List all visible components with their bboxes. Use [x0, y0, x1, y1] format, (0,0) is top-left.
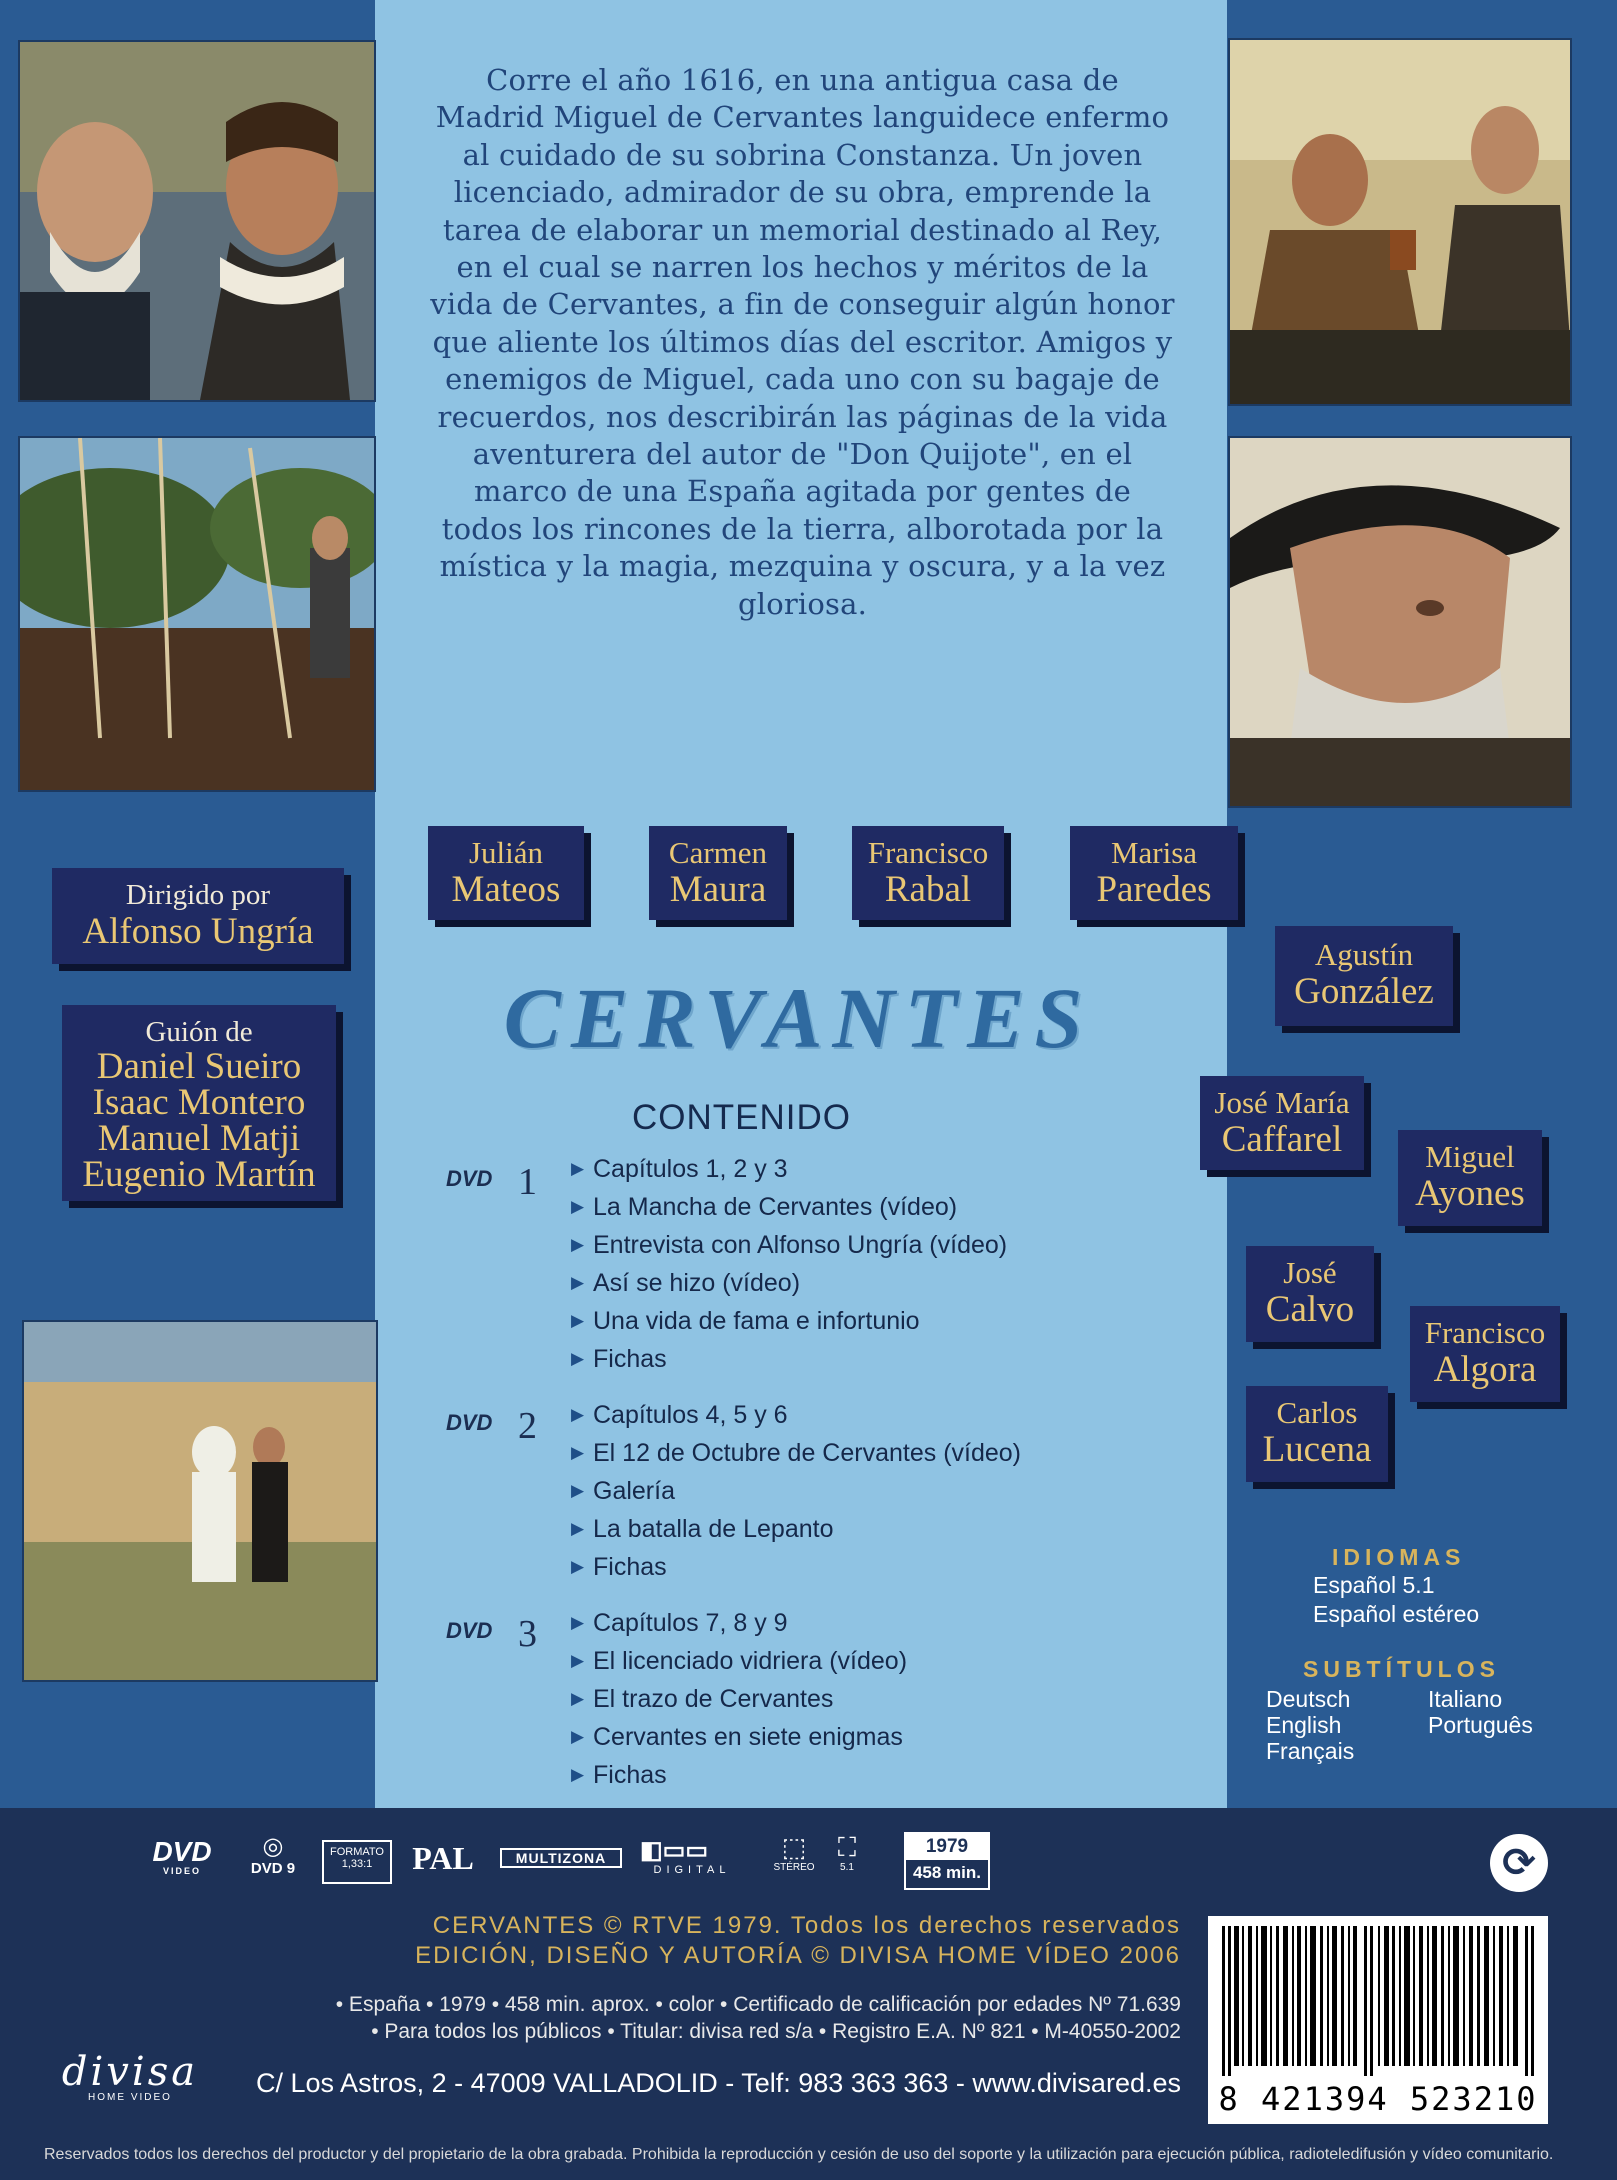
- pal-badge: PAL: [412, 1840, 474, 1876]
- dvd-3-contents: [571, 1604, 907, 1794]
- cast-last-name: Maura: [669, 869, 767, 910]
- director-plate: [52, 868, 344, 964]
- script-writer: Manuel Matji: [97, 1118, 301, 1159]
- divisa-logo: divisa HOME VIDEO: [61, 2049, 199, 2103]
- dvd-2-label: [446, 1404, 556, 1448]
- list-item: ▶ Fichas: [571, 1756, 907, 1794]
- subtitle-item: English: [1266, 1712, 1342, 1738]
- cast-last-name: González: [1294, 971, 1434, 1012]
- triangle-bullet-icon: ▶: [571, 1727, 585, 1746]
- barcode: [1208, 1916, 1548, 2124]
- cast-first-name: José: [1283, 1255, 1337, 1290]
- dvd-logo: DVD: [446, 1618, 493, 1643]
- year-text: 1979: [906, 1834, 988, 1860]
- cast-last-name: Lucena: [1262, 1429, 1372, 1470]
- script-writer: Eugenio Martín: [82, 1154, 316, 1195]
- dvd-number: 2: [518, 1405, 537, 1447]
- list-item: ▶ Fichas: [571, 1340, 1007, 1378]
- cast-first-name: Agustín: [1314, 937, 1414, 972]
- still-cervantes-and-companion: [18, 40, 376, 402]
- cast-last-name: Algora: [1433, 1349, 1537, 1390]
- languages-heading: IDIOMAS: [1332, 1544, 1466, 1570]
- format-badge: FORMATO 1,33:1: [322, 1840, 392, 1884]
- list-item: ▶ El trazo de Cervantes: [571, 1680, 907, 1718]
- copyright-line: EDICIÓN, DISEÑO Y AUTORÍA © DIVISA HOME VÍDEO 2006: [415, 1942, 1181, 1969]
- list-item: ▶ El 12 de Octubre de Cervantes (vídeo): [571, 1434, 1021, 1472]
- cast-plate: [1410, 1306, 1560, 1402]
- dolby-digital-badge: ◧▭▭ DIGITAL: [640, 1838, 744, 1876]
- list-item: ▶ La batalla de Lepanto: [571, 1510, 1021, 1548]
- cast-first-name: Carlos: [1276, 1395, 1358, 1430]
- triangle-bullet-icon: ▶: [571, 1443, 585, 1462]
- cast-plate: [1200, 1076, 1364, 1170]
- triangle-bullet-icon: ▶: [571, 1689, 585, 1708]
- cast-first-name: Francisco: [1424, 1315, 1546, 1350]
- triangle-bullet-icon: ▶: [571, 1159, 585, 1178]
- cast-last-name: Ayones: [1415, 1173, 1525, 1214]
- director-label: Dirigido por: [125, 879, 271, 911]
- cast-first-name: Carmen: [668, 835, 768, 870]
- cast-plate: [1070, 826, 1238, 920]
- cast-plate: [1246, 1246, 1374, 1342]
- cast-last-name: Calvo: [1265, 1289, 1355, 1330]
- publisher-address: C/ Los Astros, 2 - 47009 VALLADOLID - Telf: 983 363 363 - www.divisared.es: [256, 2068, 1181, 2098]
- list-item: ▶ El licenciado vidriera (vídeo): [571, 1642, 907, 1680]
- list-item: ▶ Entrevista con Alfonso Ungría (vídeo): [571, 1226, 1007, 1264]
- dvd-1-contents: [571, 1150, 1007, 1378]
- dvd-2-contents: [571, 1396, 1021, 1586]
- list-item: ▶ Fichas: [571, 1548, 1021, 1586]
- triangle-bullet-icon: ▶: [571, 1765, 585, 1784]
- script-writer: Daniel Sueiro: [96, 1046, 302, 1087]
- disc-icon: ◎: [262, 1833, 284, 1860]
- cast-plate: [1275, 926, 1453, 1026]
- subtitles-heading: SUBTÍTULOS: [1303, 1656, 1500, 1682]
- still-men-at-table: [1228, 38, 1572, 406]
- triangle-bullet-icon: ▶: [571, 1557, 585, 1576]
- subtitle-item: Italiano: [1428, 1686, 1503, 1712]
- stereo-speakers-icon: ⬚: [781, 1832, 807, 1862]
- cast-last-name: Paredes: [1096, 869, 1212, 910]
- cast-first-name: Francisco: [867, 835, 989, 870]
- cast-plate: [1246, 1386, 1388, 1482]
- script-plate: [62, 1005, 336, 1201]
- triangle-bullet-icon: ▶: [571, 1405, 585, 1424]
- cast-first-name: Marisa: [1110, 835, 1198, 870]
- language-item: Español estéreo: [1313, 1601, 1480, 1627]
- list-item: ▶ La Mancha de Cervantes (vídeo): [571, 1188, 1007, 1226]
- cast-last-name: Mateos: [451, 869, 561, 910]
- dvd-3-label: [446, 1612, 556, 1656]
- language-item: Español 5.1: [1313, 1572, 1435, 1598]
- list-item: ▶ Capítulos 4, 5 y 6: [571, 1396, 1021, 1434]
- list-item: ▶ Así se hizo (vídeo): [571, 1264, 1007, 1302]
- edition-info-line: • Para todos los públicos • Titular: divisa red s/a • Registro E.A. Nº 821 • M-40550-2002: [371, 2020, 1181, 2043]
- legal-footer: Reservados todos los derechos del productor y del propietario de la obra grabada. Prohibida la reproducción y cesión de uso del soporte y la utilización para ejecución pública, radioteledifusión y vídeo comunitario.: [44, 2146, 1554, 2163]
- dvd-video-logo: DVD VIDEO: [152, 1836, 212, 1876]
- subtitle-item: Deutsch: [1266, 1686, 1351, 1712]
- contents-heading: CONTENIDO: [632, 1098, 851, 1137]
- list-item: ▶ Cervantes en siete enigmas: [571, 1718, 907, 1756]
- cast-first-name: Julián: [468, 835, 544, 870]
- still-bearded-man-hat: [1228, 436, 1572, 808]
- dvd-number: 1: [518, 1161, 537, 1203]
- still-castle-wall: [22, 1320, 378, 1682]
- cast-first-name: Miguel: [1425, 1139, 1515, 1174]
- cast-plate: [649, 826, 787, 920]
- year-duration-badge: [904, 1832, 990, 1890]
- list-item: ▶ Capítulos 7, 8 y 9: [571, 1604, 907, 1642]
- dolby-icon: ◧▭▭: [640, 1837, 709, 1864]
- duration-text: 458 min.: [912, 1863, 982, 1882]
- synopsis-text: Corre el año 1616, en una antigua casa de Madrid Miguel de Cervantes languidece enfermo al cuidado de su sobrina Constanza. Un joven licenciado, admirador de su obra, emprende la tarea de elaborar un memorial destinado al Rey, en el cual se narren los hechos y méritos de la vida de Cervantes, a fin de conseguir algún honor que aliente los últimos días del escritor. Amigos y enemigos de Miguel, cada uno con su bagaje de recuerdos, nos describirán las páginas de la vida aventurera del autor de "Don Quijote", en el marco de una España agitada por gentes de todos los rincones de la tierra, alborotada por la mística y la magia, mezquina y oscura, y a la vez gloriosa.: [430, 63, 1175, 621]
- still-soldiers-with-pikes: [18, 436, 376, 792]
- cast-last-name: Rabal: [884, 869, 972, 910]
- edition-info-line: • España • 1979 • 458 min. aprox. • color • Certificado de calificación por edades Nº 71.639: [335, 1993, 1181, 2016]
- copyright-line: CERVANTES © RTVE 1979. Todos los derechos reservados: [432, 1912, 1181, 1939]
- cast-first-name: José María: [1214, 1085, 1350, 1120]
- subtitle-item: Français: [1266, 1738, 1355, 1764]
- cast-plate: [428, 826, 584, 920]
- barcode-number: 8 421394 523210: [1218, 2080, 1538, 2118]
- list-item: ▶ Capítulos 1, 2 y 3: [571, 1150, 1007, 1188]
- cast-plate: [852, 826, 1004, 920]
- recycle-icon: ⟳: [1490, 1834, 1548, 1892]
- subtitle-item: Português: [1428, 1712, 1533, 1738]
- surround-speakers-icon: ⛶: [837, 1832, 857, 1862]
- film-title: CERVANTES: [503, 970, 1093, 1066]
- triangle-bullet-icon: ▶: [571, 1651, 585, 1670]
- multizona-badge: MULTIZONA: [500, 1848, 622, 1868]
- triangle-bullet-icon: ▶: [571, 1613, 585, 1632]
- cast-plate: [1398, 1130, 1542, 1226]
- stereo-badge: ⬚ STÉREO: [762, 1832, 826, 1873]
- director-name: Alfonso Ungría: [82, 911, 314, 952]
- triangle-bullet-icon: ▶: [571, 1519, 585, 1538]
- dvd-logo: DVD: [446, 1410, 493, 1435]
- dvd9-badge: ◎ DVD 9: [238, 1834, 308, 1877]
- script-label: Guión de: [145, 1016, 253, 1048]
- triangle-bullet-icon: ▶: [571, 1311, 585, 1330]
- dvd-logo: DVD: [446, 1166, 493, 1191]
- triangle-bullet-icon: ▶: [571, 1349, 585, 1368]
- list-item: ▶ Galería: [571, 1472, 1021, 1510]
- barcode-bars: [1222, 1926, 1534, 2076]
- triangle-bullet-icon: ▶: [571, 1481, 585, 1500]
- triangle-bullet-icon: ▶: [571, 1235, 585, 1254]
- cast-last-name: Caffarel: [1221, 1119, 1343, 1160]
- list-item: ▶ Una vida de fama e infortunio: [571, 1302, 1007, 1340]
- surround-badge: ⛶ 5.1: [822, 1832, 872, 1873]
- dvd-number: 3: [518, 1613, 537, 1655]
- triangle-bullet-icon: ▶: [571, 1197, 585, 1216]
- dvd-1-label: [446, 1160, 556, 1204]
- triangle-bullet-icon: ▶: [571, 1273, 585, 1292]
- script-writer: Isaac Montero: [92, 1082, 306, 1123]
